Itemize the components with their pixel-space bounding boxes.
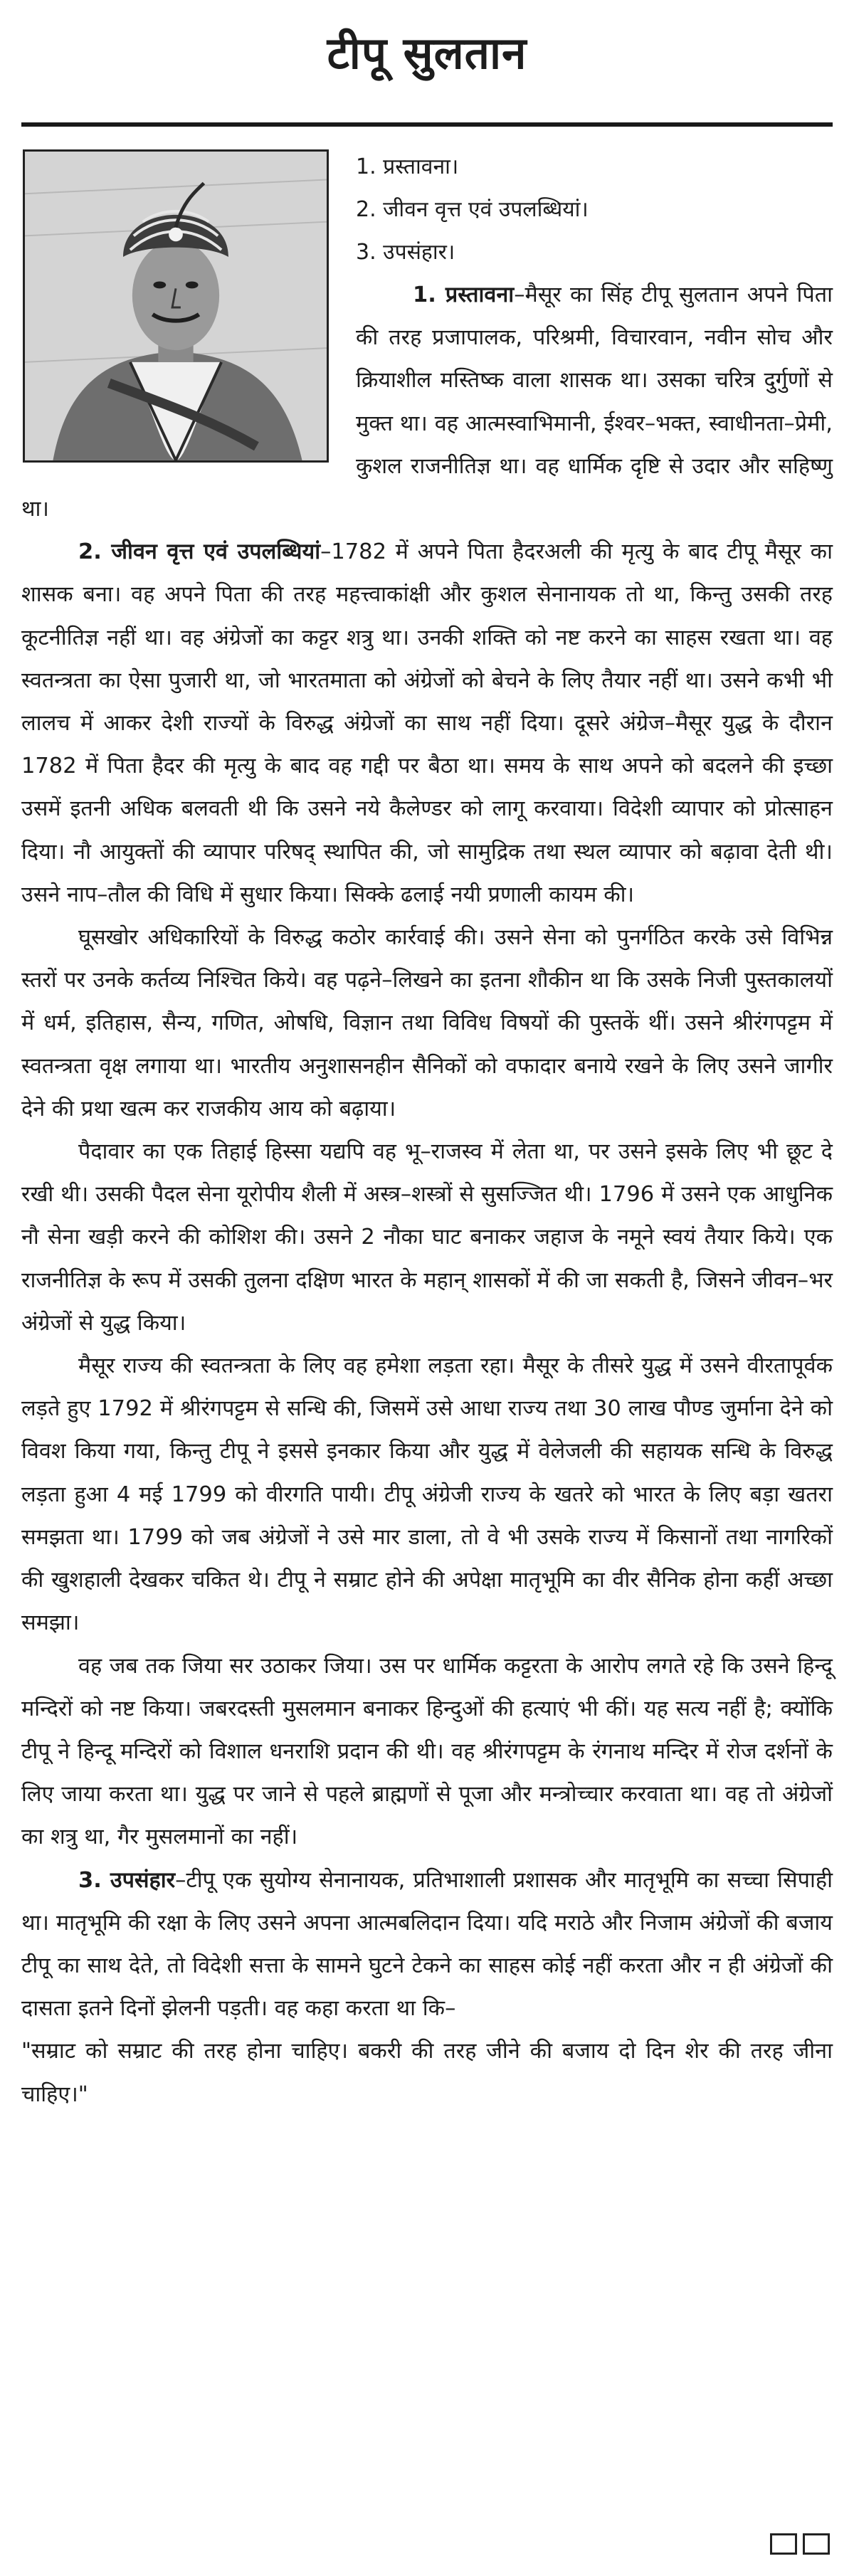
end-square-icon [770,2533,797,2555]
conclusion-paragraph [21,1859,833,2031]
life-heading: 2. जीवन वृत्त एवं उपलब्धियां [78,539,321,565]
conclusion-quote: "सम्राट को सम्राट की तरह होना चाहिए। बकरी की तरह जीने की बजाय दो दिन शेर की तरह जीना चाहिए।" [21,2039,833,2107]
toc-item-conclusion: 3. उपसंहार। [356,240,455,265]
end-square-icon [803,2533,830,2555]
intro-heading: 1. प्रस्तावना [413,283,515,307]
conclusion-heading: 3. उपसंहार [78,1867,176,1893]
intro-text: –मैसूर का सिंह टीपू सुलतान अपने पिता की तरह प्रजापालक, परिश्रमी, विचारवान, नवीन सोच और क्रियाशील मस्तिष्क वाला शासक था। उसका चरित्र दुर्गुणों से मुक्त था। वह आत्मस्वाभिमानी, ईश्वर–भक्त, स्वाधीनता–प्रेमी, कुशल राजनीतिज्ञ था। वह धार्मिक दृष्टि से उदार और सहिष्णु था। [21,283,833,522]
religion-paragraph: वह जब तक जिया सर उठाकर जिया। उस पर धार्मिक कट्टरता के आरोप लगते रहे कि उसने हिन्दू मन्दिरों को नष्ट किया। जबरदस्ती मुसलमान बनाकर हिन्दुओं की हत्याएं भी कीं। यह सत्य नहीं है; क्योंकि टीपू ने हिन्दू मन्दिरों को विशाल धनराशि प्रदान की थी। वह श्रीरंगपट्टम के रंगनाथ मन्दिर में रोज दर्शनों के लिए जाया करता था। युद्ध पर जाने से पहले ब्राह्मणों से पूजा और मन्त्रोच्चार करवाता था। वह तो अंग्रेजों का शत्रु था, गैर मुसलमानों का नहीं। [21,1653,833,1850]
portrait-spacer [21,274,356,475]
toc-item-life-achievements: 2. जीवन वृत्त एवं उपलब्धियां। [356,197,589,222]
reforms-paragraph: घूसखोर अधिकारियों के विरुद्ध कठोर कार्रवाई की। उसने सेना को पुनर्गठित करके उसे विभिन्न स्तरों पर उनके कर्तव्य निश्चित किये। वह पढ़ने–लिखने का इतना शौकीन था कि उसके निजी पुस्तकालयों में धर्म, इतिहास, सैन्य, गणित, ओषधि, विज्ञान तथा विविध विषयों की पुस्तकें थीं। उसने श्रीरंगपट्टम में स्वतन्त्रता वृक्ष लगाया था। भारतीय अनुशासनहीन सैनिकों को वफादार बनाये रखने के लिए उसने जागीर देने की प्रथा खत्म कर राजकीय आय को बढ़ाया। [21,925,833,1121]
end-mark-icon [770,2533,834,2557]
conclusion-text: –टीपू एक सुयोग्य सेनानायक, प्रतिभाशाली प्रशासक और मातृभूमि का सच्चा सिपाही था। मातृभूमि की रक्षा के लिए उसने अपना आत्मबलिदान दिया। यदि मराठे और निजाम अंग्रेजों की बजाय टीपू का साथ देते, तो विदेशी सत्ता के सामने घुटने टेकने का साहस कोई नहीं करता और न ही अंग्रेजों की दासता इतने दिनों झेलनी पड़ती। वह कहा करता था कि– [21,1867,833,2022]
life-paragraph [21,531,833,917]
wars-paragraph: मैसूर राज्य की स्वतन्त्रता के लिए वह हमेशा लड़ता रहा। मैसूर के तीसरे युद्ध में उसने वीरतापूर्वक लड़ते हुए 1792 में श्रीरंगपट्टम से सन्धि की, जिसमें उसे आधा राज्य तथा 30 लाख पौण्ड जुर्माना देने को विवश किया गया, किन्तु टीपू ने इससे इनकार किया और युद्ध में वेलेजली की सहायक सन्धि के विरुद्ध लड़ता हुआ 4 मई 1799 को वीरगति पायी। टीपू अंग्रेजी राज्य के खतरे को भारत के लिए बड़ा खतरा समझता था। 1799 को जब अंग्रेजों ने उसे मार डाला, तो वे भी उसके राज्य में किसानों तथा नागरिकों की खुशहाली देखकर चकित थे। टीपू ने सम्राट होने की अपेक्षा मातृभूमि का वीर सैनिक होना कहीं अच्छा समझा। [21,1353,833,1636]
title-divider [21,122,833,127]
toc-item-introduction: 1. प्रस्तावना। [356,154,459,179]
page-title: टीपू सुलतान [327,27,527,79]
life-text: –1782 में अपने पिता हैदरअली की मृत्यु के बाद टीपू मैसूर का शासक बना। वह अपने पिता की तरह महत्त्वाकांक्षी और कुशल सेनानायक तो था, किन्तु उसकी तरह कूटनीतिज्ञ नहीं था। वह अंग्रेजों का कट्टर शत्रु था। उनकी शक्ति को नष्ट करने का साहस रखता था। वह स्वतन्त्रता का ऐसा पुजारी था, जो भारतमाता को अंग्रेजों को बेचने के लिए तैयार नहीं था। उसने कभी भी लालच में आकर देशी राज्यों के विरुद्ध अंग्रेजों का साथ नहीं दिया। दूसरे अंग्रेज–मैसूर युद्ध के दौरान 1782 में पिता हैदर की मृत्यु के बाद वह गद्दी पर बैठा था। समय के साथ अपने को बदलने की इच्छा उसमें इतनी अधिक बलवती थी कि उसने नये कैलेण्डर को लागू करवाया। विदेशी व्यापार को प्रोत्साहन दिया। नौ आयुक्तों की व्यापार परिषद् स्थापित की, जो सामुद्रिक तथा स्थल व्यापार को बढ़ावा देती थी। उसने नाप–तौल की विधि में सुधार किया। सिक्के ढलाई नयी प्रणाली कायम की। [21,539,833,907]
essay-body [21,274,833,2116]
army-paragraph: पैदावार का एक तिहाई हिस्सा यद्यपि वह भू–राजस्व में लेता था, पर उसने इसके लिए भी छूट दे रखी थी। उसकी पैदल सेना यूरोपीय शैली में अस्त्र–शस्त्रों से सुसज्जित थी। 1796 में उसने एक आधुनिक नौ सेना खड़ी करने की कोशिश की। उसने 2 नौका घाट बनाकर जहाज के नमूने स्वयं तैयार किये। एक राजनीतिज्ञ के रूप में उसकी तुलना दक्षिण भारत के महान् शासकों में की जा सकती है, जिसने जीवन–भर अंग्रेजों से युद्ध किया। [21,1139,833,1336]
table-of-contents [356,146,833,274]
